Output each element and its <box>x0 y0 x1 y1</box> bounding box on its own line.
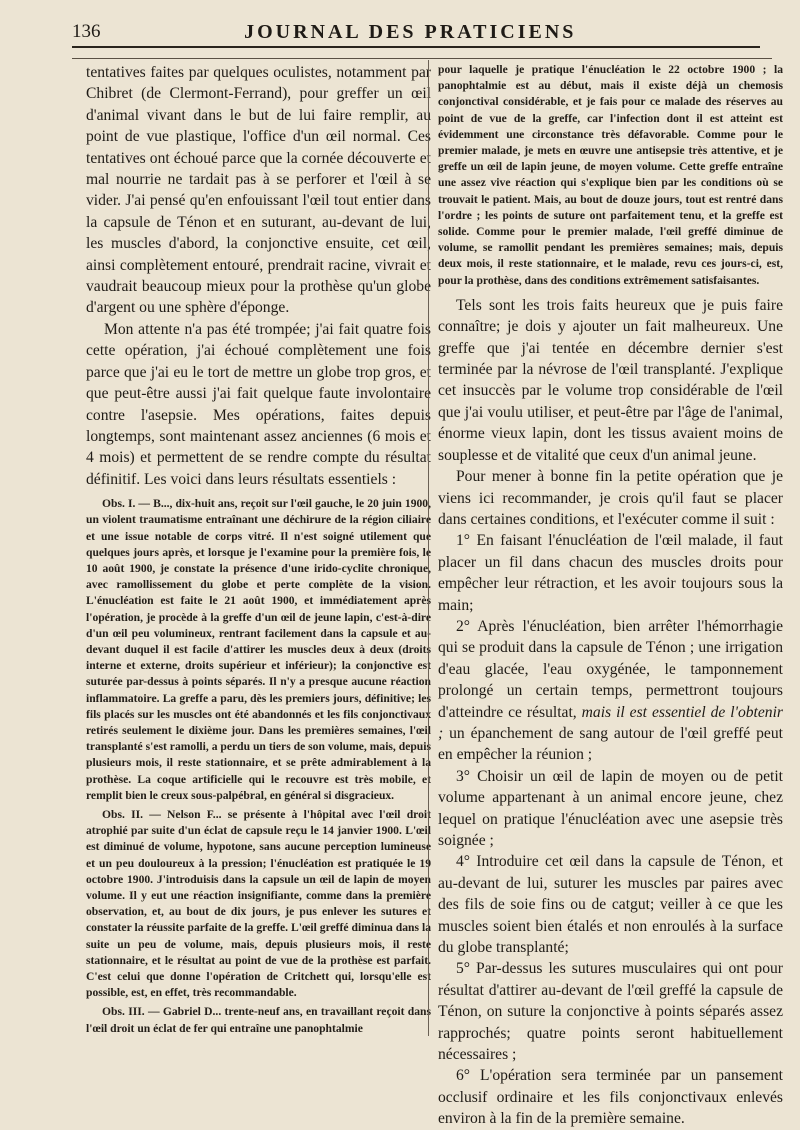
step-2-text-b: un épanchement de sang autour de l'œil greffé peut en empêcher la réunion ; <box>438 724 783 764</box>
left-column <box>86 62 431 1092</box>
journal-title: JOURNAL DES PRATICIENS <box>244 20 577 43</box>
right-column <box>438 62 783 1128</box>
step-5: 5° Par-dessus les sutures musculaires qui ont pour résultat d'attirer au-devant de l'œil greffé la capsule de Ténon, on suture la conjonctive à points séparés assez rapprochés; quatre points seront habituellement nécessaires ; <box>438 960 783 1064</box>
header-rule <box>72 58 772 59</box>
paragraph-intro: tentatives faites par quelques oculistes, notamment par Chibret (de Clermont-Ferrand), pour greffer un œil d'animal vivant dans le but de lui faire remplir, au point de vue plastique, l'office d'un œil normal. Ces tentatives ont échoué parce que la cornée découverte et mal nourrie ne tardait pas à se perforer et l'œil à se vider. J'ai pensé qu'en enfouissant l'œil tout entier dans la capsule de Ténon et en suturant, au-devant de lui, les muscles d'abord, la conjonctive ensuite, cet œil, ainsi complètement entouré, prendrait racine, vivrait et vaudrait beaucoup mieux pour la prothèse qu'un globe d'argent ou une sphère d'éponge. <box>86 64 431 317</box>
paragraph-results: Mon attente n'a pas été trompée; j'ai fait quatre fois cette opération, j'ai échoué complètement une fois parce que j'ai eu le tort de mettre un globe trop gros, et que peut-être aussi j'ai fait quelque faute involontaire contre l'asepsie. Mes opérations, faites depuis longtemps, sont maintenant assez anciennes (6 mois et 4 mois) et permettent de se rendre compte du résultat définitif. Les voici dans leurs résultats essentiels : <box>86 320 431 488</box>
step-2 <box>438 616 783 766</box>
column-divider <box>428 60 429 1036</box>
observation-1: Obs. I. — B..., dix-huit ans, reçoit sur l'œil gauche, le 20 juin 1900, un violent traumatisme entraînant une déchirure de la région ciliaire et une issue notable de corps vitré. Il n'est soigné utilement que quelques jours après, et lorsque je l'examine pour la première fois, le 10 août 1900, je constate la présence d'une irido-cyclite chronique, avec ramollissement du globe et perte complète de la vision. L'énucléation est faite le 21 août 1900, et immédiatement après l'opération, je procède à la greffe d'un œil de jeune lapin, c'est-à-dire d'un œil peu volumineux, rentrant facilement dans la capsule et au-devant duquel il est facile d'attirer les muscles deux à deux (droits interne et externe, droits supérieur et inférieur); la conjonctive est suturée par-dessus à points séparés. Il n'y a presque aucune réaction inflammatoire. La greffe a paru, dès les premiers jours, définitive; les fils placés sur les muscles ont été abandonnés et les fils conjonctivaux retirés seulement le dixième jour. Dans les premières semaines, l'œil transplanté s'est ramolli, a perdu un tiers de son volume, mais, depuis plusieurs mois, il reste stationnaire, et se prête admirablement à la prothèse. La coque artificielle qui le recouvre est très mobile, et remplit bien le creux sous-palpébral, en général si disgracieux. <box>86 497 431 802</box>
observation-3: Obs. III. — Gabriel D... trente-neuf ans, en travaillant reçoit dans l'œil droit un éclat de fer qui entraîne une panophtalmie <box>86 1005 431 1035</box>
observation-2: Obs. II. — Nelson F... se présente à l'hôpital avec l'œil droit atrophié par suite d'un éclat de capsule reçu le 14 janvier 1900. L'œil est diminué de volume, hypotone, sans aucune perception lumineuse et un peu douloureux à la pression; l'énucléation est pratiquée le 19 octobre 1900. J'introduisis dans la capsule un œil de lapin de moyen volume. Il y eut une réaction insignifiante, comme dans la première observation, et, au bout de dix jours, je pus enlever les sutures et constater la réussite parfaite de la greffe. L'œil greffé diminua dans la suite un peu de volume, mais, depuis plusieurs mois, il reste stationnaire, et le résultat au point de vue de la prothèse est parfait. C'est celui que donne l'opération de Critchett qui, lorsqu'elle est possible, est, en effet, très recommandable. <box>86 807 431 1000</box>
step-1: 1° En faisant l'énucléation de l'œil malade, il faut placer un fil dans chacun des muscles droits pour empêcher leur rétraction, et les avoir toujours sous la main; <box>438 532 783 614</box>
paragraph-facts: Tels sont les trois faits heureux que je puis faire connaître; je dois y ajouter un fait malheureux. Une greffe que j'ai tentée en décembre dernier s'est terminée par la névrose de l'œil transplanté. J'explique cet insuccès par le volume trop considérable de l'œil que j'ai voulu utiliser, et peut-être par l'âge de l'animal, énorme vieux lapin, dont les tissus avaient moins de souplesse et de vitalité que ceux d'un animal jeune. <box>438 296 783 464</box>
step-3: 3° Choisir un œil de lapin de moyen ou de petit volume appartenant à un animal encore jeune, chez lequel on pratique l'énucléation avec une asepsie très soignée ; <box>438 767 783 849</box>
page-number: 136 <box>72 21 101 42</box>
step-2-emphasis: mais il est essentiel de l'obtenir ; <box>438 703 783 742</box>
page-header <box>72 18 760 48</box>
observation-3-continued: pour laquelle je pratique l'énucléation le 22 octobre 1900 ; la panophtalmie est au début, mais il existe déjà un chemosis conjonctival considérable, et je fais pour ce malade des réserves au point de vue de la greffe, car l'infection dont il est atteint est évidemment une circonstance très défavorable. Comme pour le premier malade, je mets en œuvre une antisepsie très attentive, et je greffe un œil de lapin jeune, de moyen volume. Cette greffe entraîne une assez vive réaction qui s'explique bien par les conditions où se trouvait le patient. Mais, au bout de douze jours, tout est rentré dans l'ordre ; les points de suture ont parfaitement tenu, et la greffe est solide. Comme pour le premier malade, l'œil greffé diminue de volume, se ramollit pendant les premières semaines; mais, depuis deux mois, il reste stationnaire, et le malade, revu ces jours-ci, est, pour la prothèse, dans des conditions extrêmement satisfaisantes. <box>438 63 783 287</box>
step-4: 4° Introduire cet œil dans la capsule de Ténon, et au-devant de lui, suturer les muscles par paires avec des fils de soie fins ou de catgut; veiller à ce que les muscles soient bien étalés et non enroulés à la surface du globe transplanté; <box>438 853 783 957</box>
paragraph-method: Pour mener à bonne fin la petite opération que je viens ici recommander, je crois qu'il faut se placer dans certaines conditions, et l'exécuter comme il suit : <box>438 468 783 528</box>
step-6: 6° L'opération sera terminée par un pansement occlusif ordinaire et les fils conjonctivaux enlevés environ à la fin de la première semaine. <box>438 1067 783 1128</box>
step-2-text-a: 2° Après l'énucléation, bien arrêter l'hémorrhagie qui se produit dans la capsule de Ténon ; une irrigation d'eau glacée, l'eau oxygénée, le tamponnement prolongé un certain temps, permettront toujours d'atteindre ce résultat, <box>438 617 783 721</box>
